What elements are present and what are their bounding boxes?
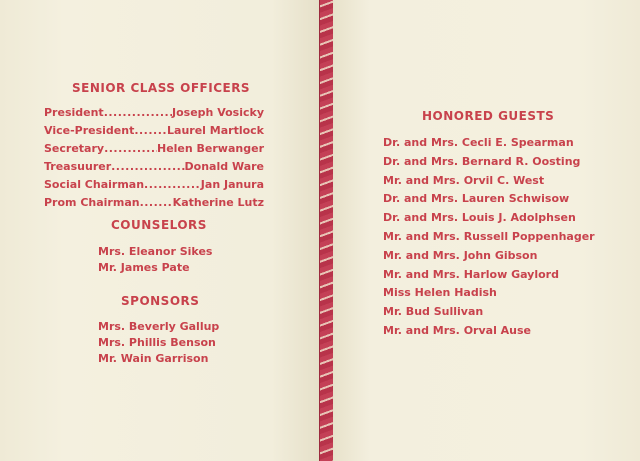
officer-row — [44, 178, 264, 196]
officer-row — [44, 106, 264, 124]
officer-role: President — [44, 106, 104, 119]
officer-role: Prom Chairman — [44, 196, 140, 209]
officer-role: Social Chairman — [44, 178, 145, 191]
list-item: Dr. and Mrs. Bernard R. Oosting — [383, 154, 581, 168]
list-item: Dr. and Mrs. Lauren Schwisow — [383, 192, 570, 206]
guests-list — [383, 136, 595, 343]
officer-role: Treasuurer — [44, 160, 112, 173]
officer-name: Joseph Vosicky — [172, 106, 264, 119]
officer-name: Donald Ware — [184, 160, 264, 173]
list-item: Miss Helen Hadish — [383, 286, 497, 300]
list-item: Dr. and Mrs. Louis J. Adolphsen — [383, 211, 576, 225]
guests-heading: HONORED GUESTS — [422, 109, 555, 123]
sponsors-list — [98, 320, 219, 368]
list-item: Mr. and Mrs. John Gibson — [383, 248, 538, 262]
list-item: Mrs. Eleanor Sikes — [98, 245, 213, 258]
officer-row — [44, 124, 264, 142]
counselors-list — [98, 245, 212, 277]
officer-row — [44, 196, 264, 214]
list-item: Mr. Bud Sullivan — [383, 305, 484, 319]
list-item: Dr. and Mrs. Cecli E. Spearman — [383, 136, 574, 149]
officer-name: Jan Janura — [200, 178, 264, 191]
officer-role: Secretary — [44, 142, 105, 155]
list-item: Mr. and Mrs. Orvil C. West — [383, 173, 545, 187]
officers-list — [44, 106, 264, 214]
officer-row — [44, 160, 264, 178]
officers-heading: SENIOR CLASS OFFICERS — [72, 81, 251, 95]
counselors-heading: COUNSELORS — [111, 218, 207, 232]
list-item: Mr. and Mrs. Russell Poppenhager — [383, 229, 595, 243]
officer-name: Katherine Lutz — [172, 196, 264, 209]
officer-row — [44, 142, 264, 160]
list-item: Mrs. Phillis Benson — [98, 336, 216, 349]
left-page — [0, 0, 319, 461]
list-item: Mr. James Pate — [98, 261, 190, 274]
list-item: Mr. Wain Garrison — [98, 352, 209, 365]
officer-name: Laurel Martlock — [167, 124, 264, 137]
sponsors-heading: SPONSORS — [121, 294, 200, 308]
list-item: Mr. and Mrs. Orval Ause — [383, 323, 532, 337]
officer-name: Helen Berwanger — [156, 142, 264, 155]
list-item: Mr. and Mrs. Harlow Gaylord — [383, 267, 559, 281]
officer-role: Vice-President — [44, 124, 135, 137]
list-item: Mrs. Beverly Gallup — [98, 320, 220, 333]
